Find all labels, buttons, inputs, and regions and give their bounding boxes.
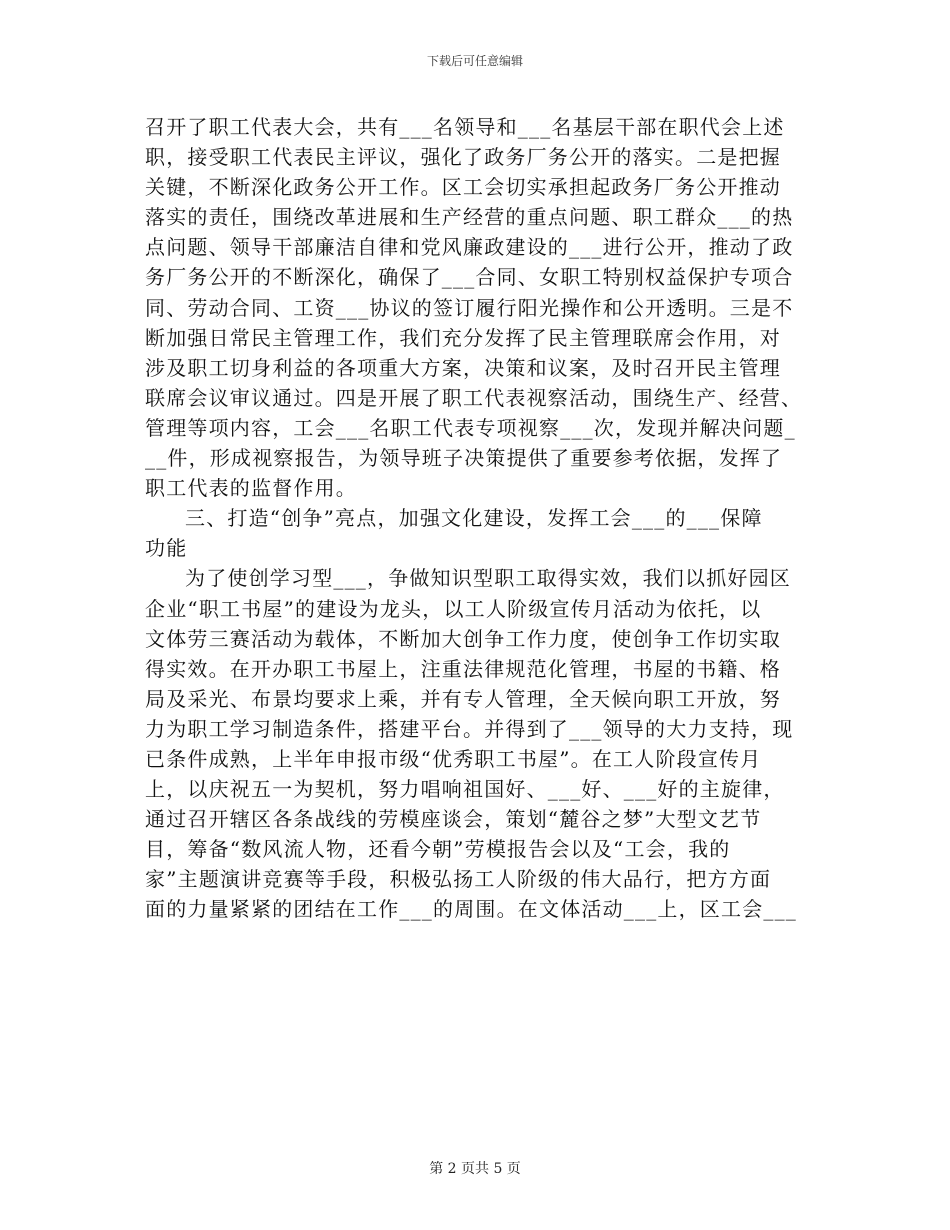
text-line: 务厂务公开的不断深化，确保了___合同、女职工特别权益保护专项合: [145, 265, 794, 290]
text-line: 职工代表的监督作用。: [145, 476, 357, 501]
document-body: [145, 112, 805, 925]
section-heading: 三、打造“创争”亮点，加强文化建设，发挥工会___的___保障: [185, 506, 763, 531]
text-line: 力为职工学习制造条件，搭建平台。并得到了___领导的大力支持，现: [145, 716, 794, 741]
text-line: 企业“职工书屋”的建设为龙头，以工人阶级宣传月活动为依托，以: [145, 596, 762, 621]
text-line: 目，筹备“数风流人物，还看今朝”劳模报告会以及“工会，我的: [145, 837, 731, 862]
text-line: 文体劳三赛活动为载体，不断加大创争工作力度，使创争工作切实取: [145, 626, 781, 651]
text-line: 关键，不断深化政务公开工作。区工会切实承担起政务厂务公开推动: [145, 175, 781, 200]
text-line: 局及采光、布景均要求上乘，并有专人管理，全天候向职工开放，努: [145, 686, 781, 711]
text-line: 通过召开辖区各条战线的劳模座谈会，策划“麓谷之梦”大型文艺节: [145, 807, 762, 832]
text-line: 落实的责任，围绕改革进展和生产经营的重点问题、职工群众___的热: [145, 205, 794, 230]
text-line: 职，接受职工代表民主评议，强化了政务厂务公开的落实。二是把握: [145, 145, 781, 170]
text-line: 召开了职工代表大会，共有___名领导和___名基层干部在职代会上述: [145, 115, 785, 139]
text-line: 联席会议审议通过。四是开展了职工代表视察活动，围绕生产、经营、: [145, 385, 803, 410]
section-heading-continued: 功能: [145, 536, 188, 561]
text-line: 同、劳动合同、工资___协议的签订履行阳光操作和公开透明。三是不: [145, 295, 794, 320]
text-line: 家”主题演讲竞赛等手段，积极弘扬工人阶级的伟大品行，把方方面: [145, 867, 772, 892]
text-line: 涉及职工切身利益的各项重大方案，决策和议案，及时召开民主管理: [145, 355, 781, 380]
text-line: 得实效。在开办职工书屋上，注重法律规范化管理，书屋的书籍、格: [145, 656, 781, 681]
text-line: 上，以庆祝五一为契机，努力唱响祖国好、___好、___好的主旋律，: [145, 777, 785, 802]
text-line: 点问题、领导干部廉洁自律和党风廉政建设的___进行公开，推动了政: [145, 235, 794, 260]
page-header: 下载后可任意编辑: [426, 54, 523, 68]
text-line: 为了使创学习型___，争做知识型职工取得实效，我们以抓好园区: [185, 566, 791, 591]
page-number: 第 2 页共 5 页: [429, 1161, 521, 1177]
text-line: __件，形成视察报告，为领导班子决策提供了重要参考依据，发挥了: [145, 446, 783, 471]
text-line: 断加强日常民主管理工作，我们充分发挥了民主管理联席会作用，对: [145, 325, 781, 350]
text-line: 面的力量紧紧的团结在工作___的周围。在文体活动___上，区工会___: [145, 897, 797, 922]
text-line: 已条件成熟，上半年申报市级“优秀职工书屋”。在工人阶段宣传月: [145, 746, 762, 771]
text-line: 管理等项内容，工会___名职工代表专项视察___次，发现并解决问题_: [145, 415, 796, 440]
